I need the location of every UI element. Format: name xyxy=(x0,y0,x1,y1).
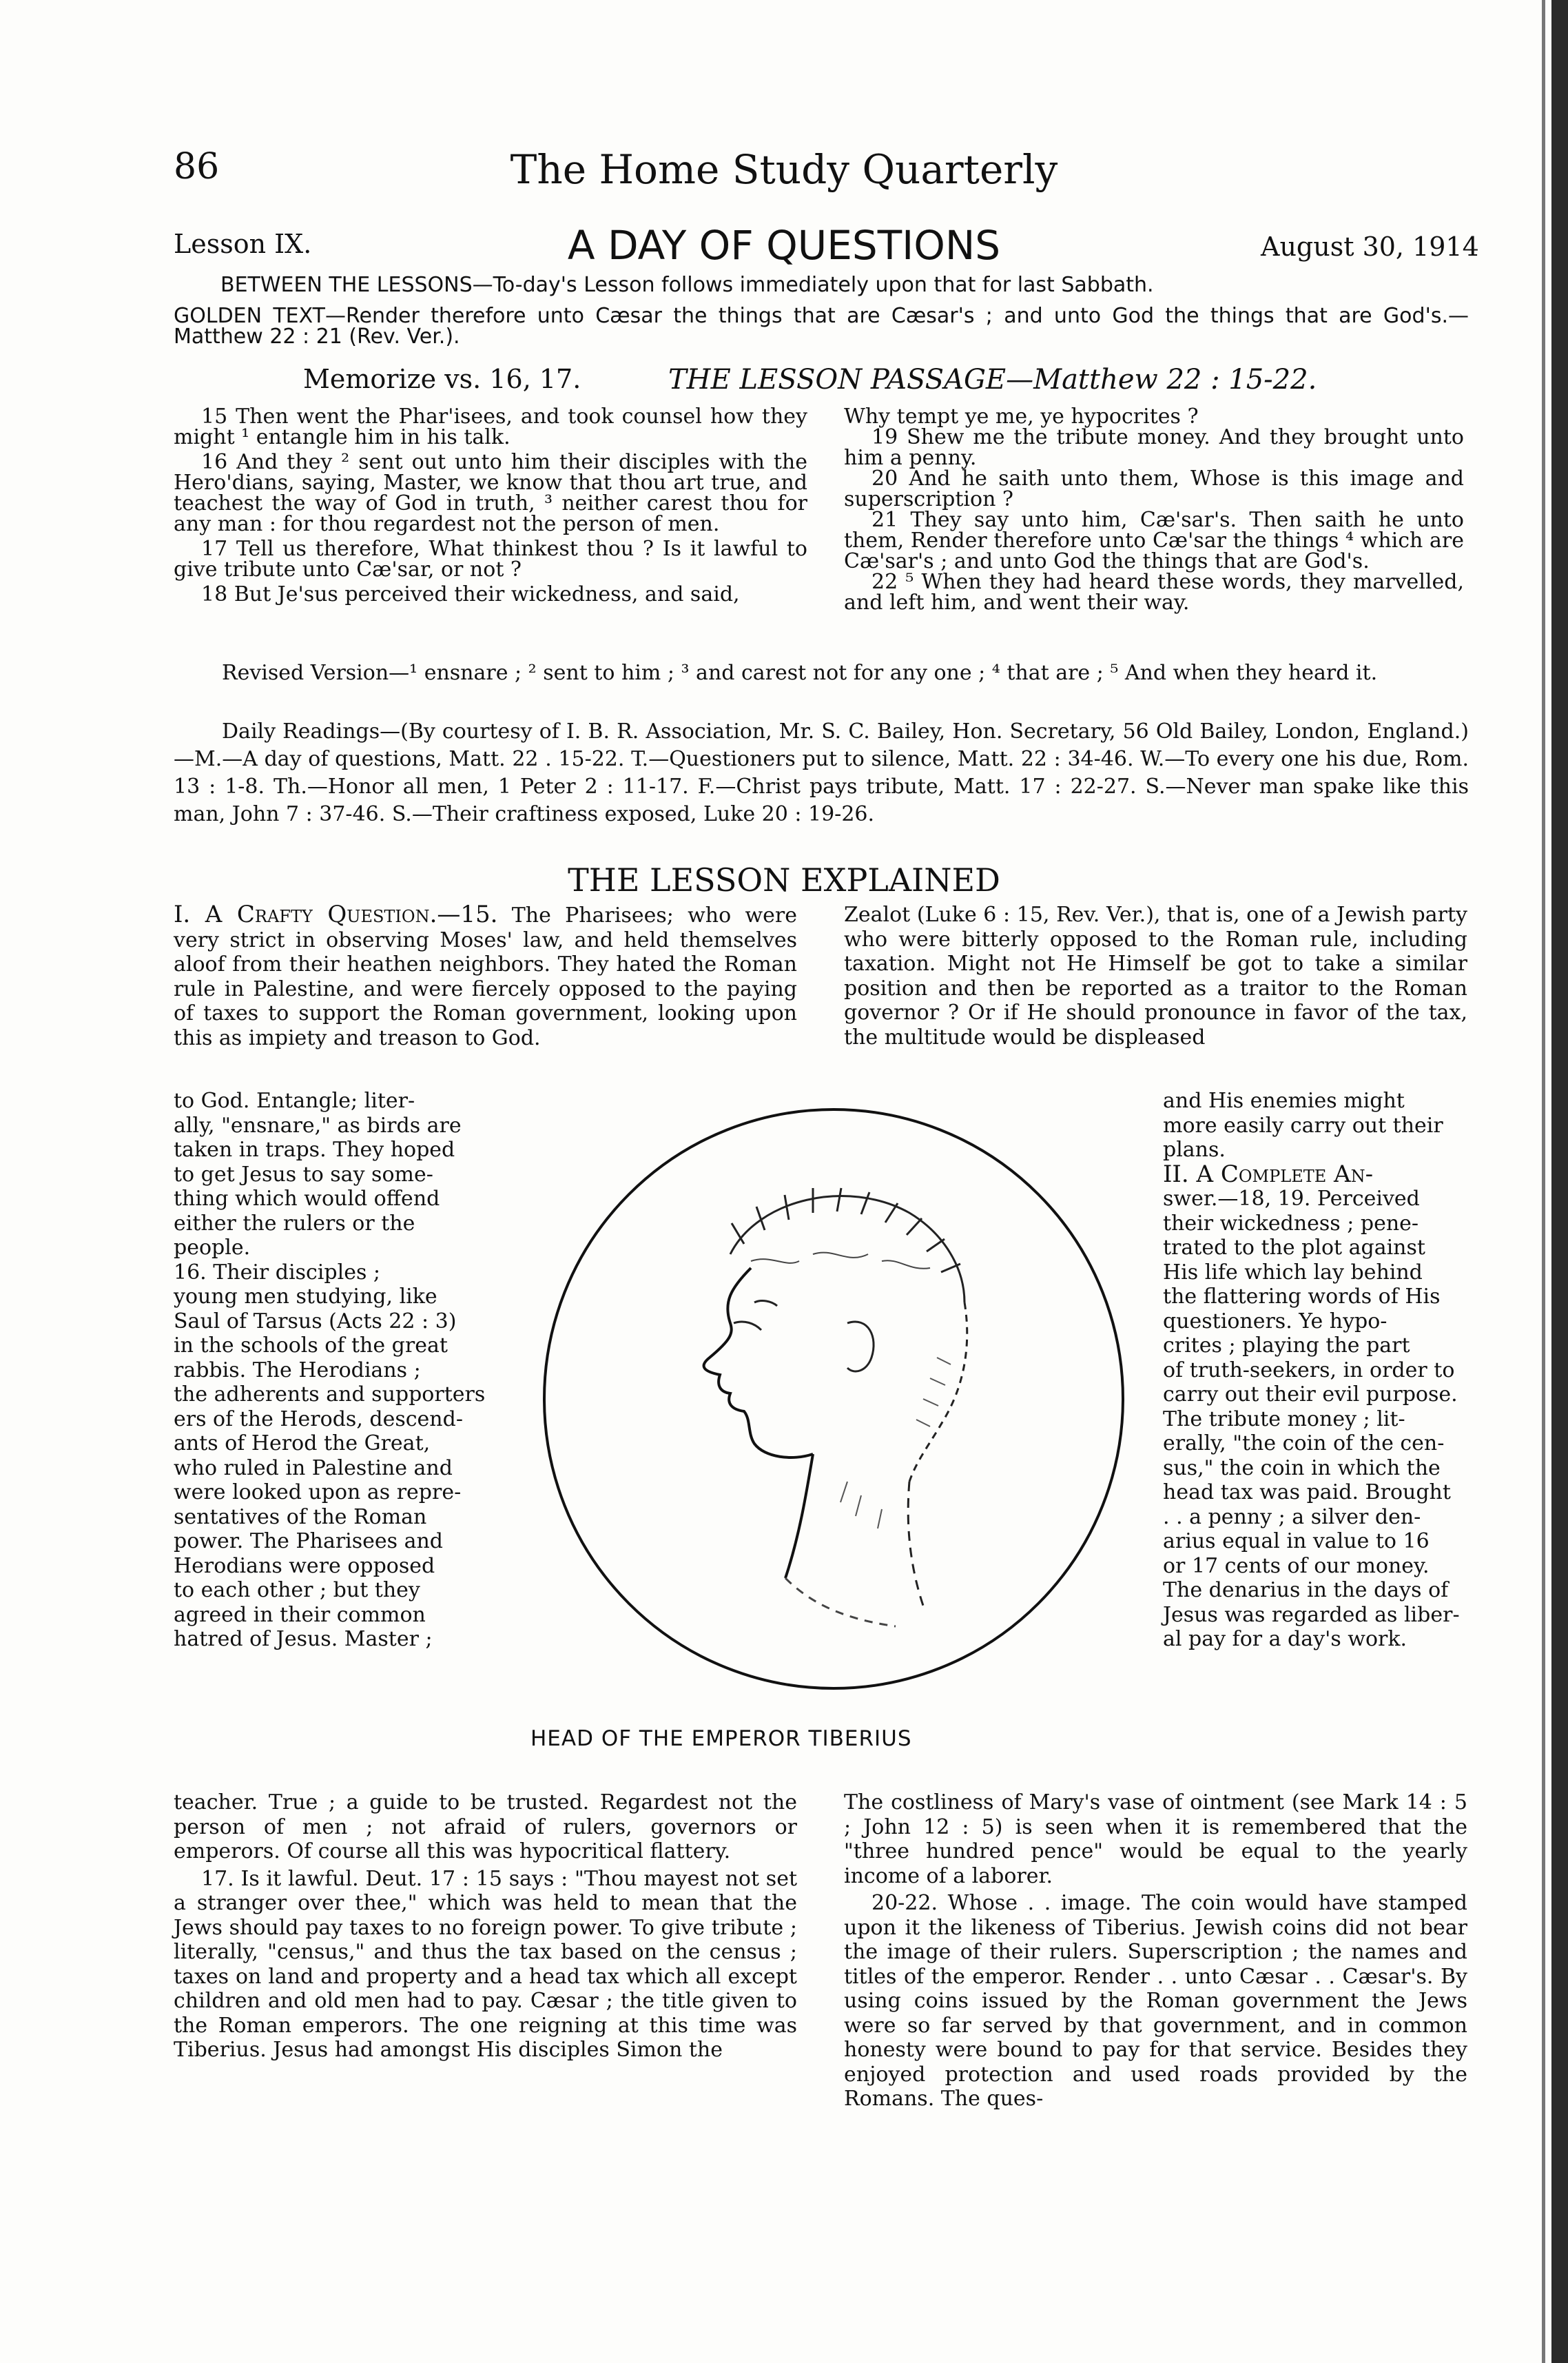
verse-18-cont: Why tempt ye me, ye hypocrites ? xyxy=(844,405,1199,429)
verses-right-column xyxy=(844,407,1464,613)
left-line: agreed in their common xyxy=(174,1602,426,1627)
left-intro xyxy=(174,903,797,1050)
left-line: ally, "ensnare," as birds are xyxy=(174,1113,462,1138)
right-line: of truth-seekers, in order to xyxy=(1163,1358,1455,1382)
verse-15: 15 Then went the Phar'isees, and took counsel how they might ¹ entangle him in his talk. xyxy=(174,405,807,449)
scan-edge xyxy=(1551,0,1568,2363)
left-line: thing which would offend xyxy=(174,1187,440,1211)
left-line: either the rulers or the xyxy=(174,1211,415,1236)
right-bottom-text: The costliness of Mary's vase of ointment (see Mark 14 : 5 ; John 12 : 5) is seen when it is remembered that the "three hundred pence" would be equal to the yearly income of a laborer. xyxy=(844,1790,1467,1888)
verses-left-column xyxy=(174,407,807,605)
right-line: al pay for a day's work. xyxy=(1163,1627,1407,1651)
tiberius-coin-illustration xyxy=(524,1096,1144,1716)
right-line: arius equal in value to 16 xyxy=(1163,1529,1430,1553)
verse-18: 18 But Je'sus perceived their wickedness, and said, xyxy=(201,582,740,606)
left-line: the adherents and supporters xyxy=(174,1382,486,1406)
right-line: plans. xyxy=(1163,1138,1226,1162)
section-1-heading: I. A Crafty Question.—15. xyxy=(174,901,498,928)
lesson-number: Lesson IX. xyxy=(174,229,312,259)
magazine-title: The Home Study Quarterly xyxy=(510,146,1058,193)
left-line: 16. Their disciples ; xyxy=(174,1260,380,1285)
section-2-heading: II. A Complete An- xyxy=(1163,1160,1374,1188)
coin-caption: HEAD OF THE EMPEROR TIBERIUS xyxy=(530,1726,912,1751)
verse-17: 17 Tell us therefore, What thinkest thou ? Is it lawful to give tribute unto Cæ'sar, or not ? xyxy=(174,537,807,582)
right-line: more easily carry out their xyxy=(1163,1113,1443,1138)
left-intro-text: The Pharisees; who were very strict in observing Moses' law, and held themselves aloof from their heathen neighbors. They hated the Roman rule in Palestine, and were fiercely opposed to the paying of taxes to support the Roman government, looking upon this as impiety and treason to God. xyxy=(174,903,797,1050)
right-line: head tax was paid. Brought xyxy=(1163,1480,1451,1504)
right-line: erally, "the coin of the cen- xyxy=(1163,1431,1445,1455)
right-line: swer.—18, 19. Perceived xyxy=(1163,1187,1420,1211)
left-line: ers of the Herods, descend- xyxy=(174,1406,463,1431)
right-line: questioners. Ye hypo- xyxy=(1163,1309,1388,1333)
scan-edge-line xyxy=(1542,0,1545,2363)
left-line: hatred of Jesus. Master ; xyxy=(174,1627,433,1651)
right-line: His life which lay behind xyxy=(1163,1260,1423,1285)
left-line: in the schools of the great xyxy=(174,1333,448,1358)
left-line: taken in traps. They hoped xyxy=(174,1138,455,1162)
left-line: ants of Herod the Great, xyxy=(174,1431,431,1455)
right-line: The tribute money ; lit- xyxy=(1163,1406,1405,1431)
verse-21: 21 They say unto him, Cæ'sar's. Then saith he unto them, Render therefore unto Cæ'sar the things ⁴ which are Cæ'sar's ; and unto God the things that are God's. xyxy=(844,508,1464,573)
right-line: The denarius in the days of xyxy=(1163,1578,1449,1602)
verse-16: 16 And they ² sent out unto him their disciples with the Hero'dians, saying, Master, we know that thou art true, and teachest the way of God in truth, ³ neither carest thou for any man : for thou regardest not the person of men. xyxy=(174,450,807,536)
left-line: Saul of Tarsus (Acts 22 : 3) xyxy=(174,1309,457,1333)
right-narrow-column xyxy=(1163,1089,1466,1652)
right-line: Jesus was regarded as liber- xyxy=(1163,1602,1460,1627)
left-bottom-text: teacher. True ; a guide to be trusted. Regardest not the person of men ; not afraid of rulers, governors or emperors. Of course all this was hypocritical flattery. xyxy=(174,1790,797,1863)
right-line: carry out their evil purpose. xyxy=(1163,1382,1458,1406)
left-line: people. xyxy=(174,1236,251,1260)
left-line: who ruled in Palestine and xyxy=(174,1455,453,1480)
right-verse-20-note: 20-22. Whose . . image. The coin would have stamped upon it the likeness of Tiberius. Jewish coins did not bear the image of their rulers. Superscription ; the names and titles of the emperor. Render . . unto Cæsar . . Cæsar's. By using coins issued by the Roman government the Jews were so far served by that government, and in common honesty were bound to pay for that service. Besides they enjoyed protection and used roads provided by the Romans. The ques- xyxy=(844,1891,1467,2111)
right-line: their wickedness ; pene- xyxy=(1163,1211,1419,1236)
verse-22: 22 ⁵ When they had heard these words, they marvelled, and left him, and went their way. xyxy=(844,570,1464,615)
lesson-date: August 30, 1914 xyxy=(1261,232,1479,262)
right-top: Zealot (Luke 6 : 15, Rev. Ver.), that is, one of a Jewish party who were bitterly opposed to the Roman rule, including taxation. Might not He Himself be got to take a similar position and then be reported as a traitor to the Roman governor ? Or if He should pronounce in favor of the tax, the multitude would be displeased xyxy=(844,903,1467,1050)
right-line: . . a penny ; a silver den- xyxy=(1163,1504,1421,1529)
left-line: rabbis. The Herodians ; xyxy=(174,1358,421,1382)
right-line: sus," the coin in which the xyxy=(1163,1455,1441,1480)
right-bottom xyxy=(844,1790,1467,2111)
right-line: crites ; playing the part xyxy=(1163,1333,1410,1358)
coin-profile xyxy=(704,1268,813,1457)
left-line: Herodians were opposed xyxy=(174,1553,435,1578)
left-line: to each other ; but they xyxy=(174,1578,420,1602)
lesson-title: A DAY OF QUESTIONS xyxy=(567,222,1001,269)
left-line: power. The Pharisees and xyxy=(174,1529,444,1553)
revised-version: Revised Version—¹ ensnare ; ² sent to him ; ³ and carest not for any one ; ⁴ that are ; ⁵ And when they heard it. xyxy=(222,661,1378,685)
daily-readings: Daily Readings—(By courtesy of I. B. R. Association, Mr. S. C. Bailey, Hon. Secretary, 56 Old Bailey, London, England.)—M.—A day of questions, Matt. 22 . 15-22. T.—Questioners put to silence, Matt. 22 : 34-46. W.—To every one his due, Rom. 13 : 1-8. Th.—Honor all men, 1 Peter 2 : 11-17. F.—Christ pays tribute, Matt. 17 : 22-27. S.—Never man spake like this man, John 7 : 37-46. S.—Their craftiness exposed, Luke 20 : 19-26. xyxy=(174,719,1469,826)
left-bottom xyxy=(174,1790,797,2063)
left-line: sentatives of the Roman xyxy=(174,1504,427,1529)
left-line: to God. Entangle; liter- xyxy=(174,1089,415,1113)
right-line: trated to the plot against xyxy=(1163,1236,1425,1260)
right-line: or 17 cents of our money. xyxy=(1163,1553,1430,1578)
golden-text: GOLDEN TEXT—Render therefore unto Cæsar the things that are Cæsar's ; and unto God the things that are God's.—Matthew 22 : 21 (Rev. Ver.). xyxy=(174,304,1469,349)
left-line: to get Jesus to say some- xyxy=(174,1162,433,1187)
verse-20: 20 And he saith unto them, Whose is this image and superscription ? xyxy=(844,467,1464,511)
left-verse-17-note: 17. Is it lawful. Deut. 17 : 15 says : "Thou mayest not set a stranger over thee," which was held to mean that the Jews should pay taxes to no foreign power. To give tribute ; literally, "census," and thus the tax based on the census ; taxes on land and property and a head tax which all except children and old men had to pay. Cæsar ; the title given to the Roman emperors. The one reigning at this time was Tiberius. Jesus had amongst His disciples Simon the xyxy=(174,1866,797,2062)
memorize-verses: Memorize vs. 16, 17. xyxy=(303,364,581,394)
passage-title: THE LESSON PASSAGE—Matthew 22 : 15-22. xyxy=(668,364,1317,396)
right-line: the flattering words of His xyxy=(1163,1285,1441,1309)
left-line: young men studying, like xyxy=(174,1285,437,1309)
left-narrow-column xyxy=(174,1089,497,1652)
left-line: were looked upon as repre- xyxy=(174,1480,462,1504)
right-line: and His enemies might xyxy=(1163,1089,1405,1113)
between-lessons: BETWEEN THE LESSONS—To-day's Lesson follows immediately upon that for last Sabbath. xyxy=(220,273,1154,297)
verse-19: 19 Shew me the tribute money. And they brought unto him a penny. xyxy=(844,425,1464,470)
page-number: 86 xyxy=(174,146,220,187)
explained-title: THE LESSON EXPLAINED xyxy=(568,861,1000,899)
